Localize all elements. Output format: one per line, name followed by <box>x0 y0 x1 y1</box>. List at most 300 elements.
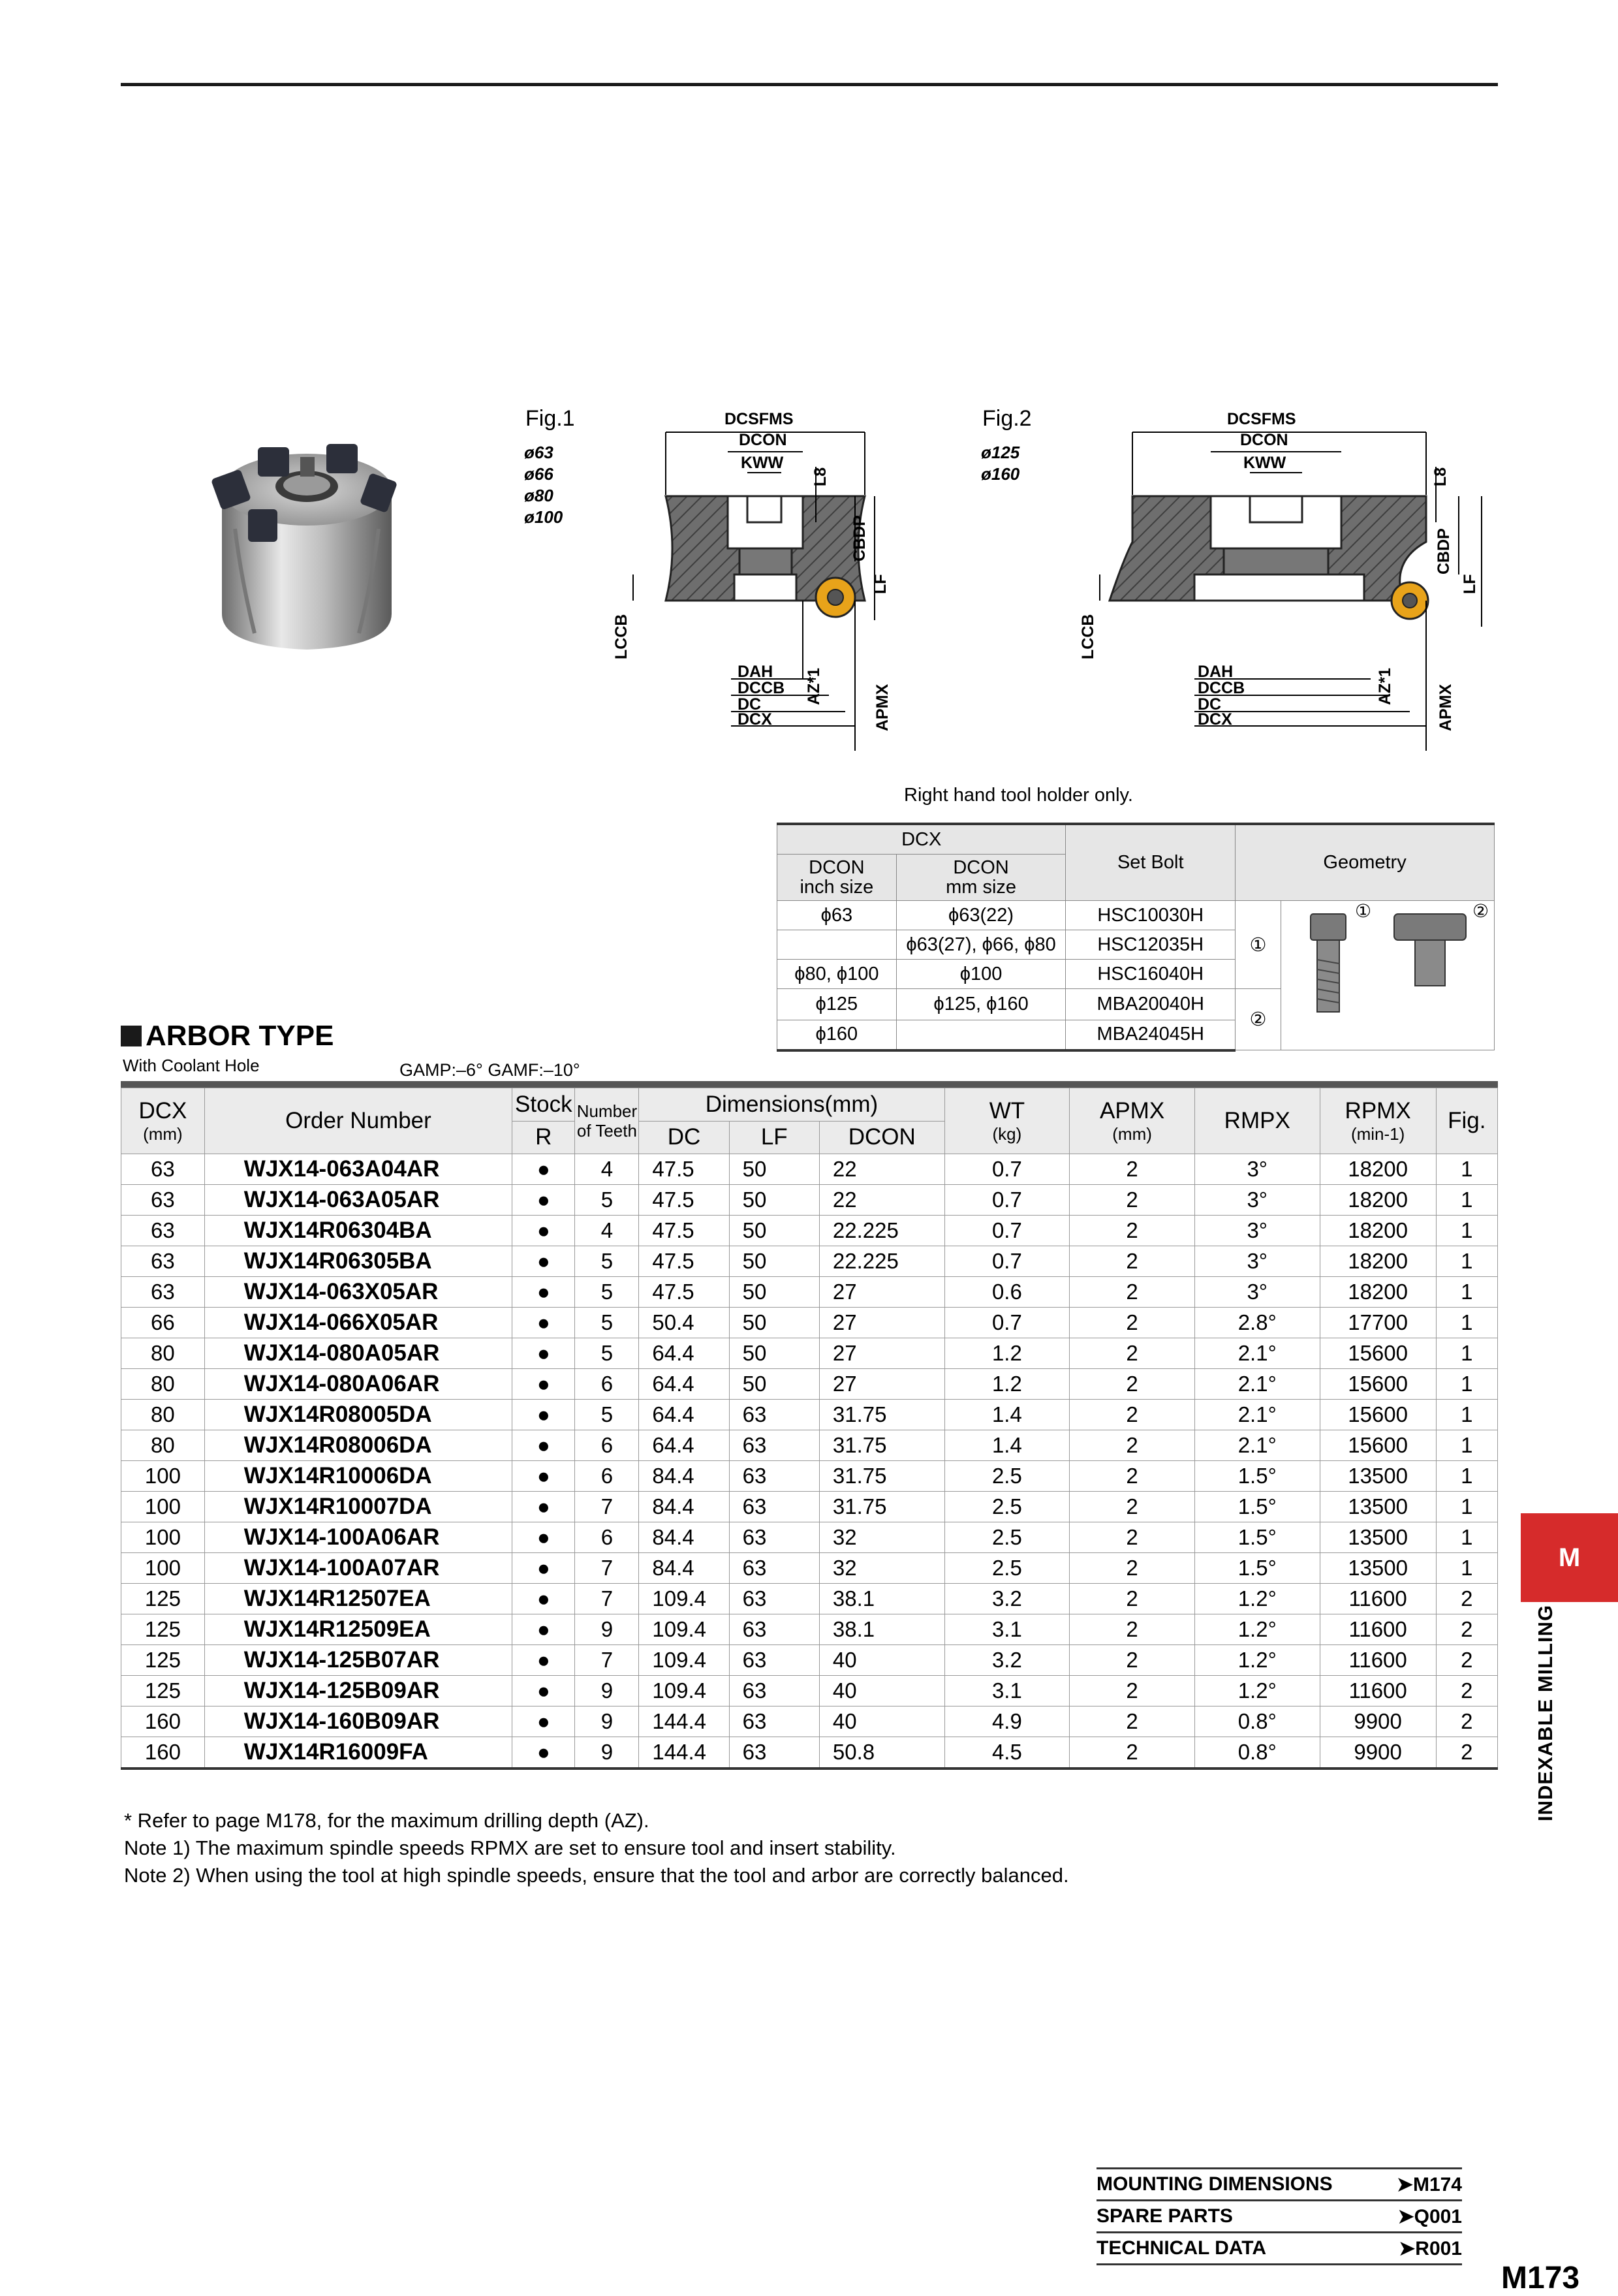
fig1-sizes: ø63 ø66 ø80 ø100 <box>524 443 563 527</box>
table-row <box>121 1430 1498 1461</box>
cell-wt: 2.5 <box>944 1461 1070 1492</box>
bolt-inch: ϕ63 <box>777 901 897 930</box>
cell-dcon: 22 <box>819 1185 944 1216</box>
cell-fig: 2 <box>1436 1645 1497 1676</box>
cell-teeth: 9 <box>575 1614 639 1645</box>
col-dcx: DCX (mm) <box>121 1088 205 1154</box>
cell-rmpx: 1.5° <box>1194 1461 1320 1492</box>
cell-dcon: 31.75 <box>819 1492 944 1522</box>
cell-dcon: 31.75 <box>819 1461 944 1492</box>
table-row <box>121 1737 1498 1769</box>
cell-teeth: 5 <box>575 1338 639 1369</box>
cell-rmpx: 3° <box>1194 1216 1320 1246</box>
fig2-sizes: ø125 ø160 <box>981 443 1020 484</box>
svg-text:LF: LF <box>871 574 890 594</box>
cell-order: WJX14-100A06AR <box>204 1522 512 1553</box>
cell-dc: 64.4 <box>639 1400 729 1430</box>
section-subtitle: With Coolant Hole <box>123 1056 260 1075</box>
cell-order: WJX14R08006DA <box>204 1430 512 1461</box>
cell-apmx: 2 <box>1070 1400 1195 1430</box>
fig1-drawing <box>600 405 966 770</box>
ref-row[interactable]: SPARE PARTS ➤Q001 <box>1097 2201 1462 2233</box>
cell-order: WJX14-160B09AR <box>204 1706 512 1737</box>
dcx-header: DCX <box>777 824 1066 855</box>
table-row <box>121 1676 1498 1706</box>
cell-rpmx: 9900 <box>1320 1706 1436 1737</box>
table-row <box>121 1492 1498 1522</box>
cell-dc: 47.5 <box>639 1246 729 1277</box>
cell-dc: 84.4 <box>639 1522 729 1553</box>
cell-dcon: 22.225 <box>819 1246 944 1277</box>
svg-text:DCCB: DCCB <box>738 679 785 697</box>
cell-rmpx: 3° <box>1194 1154 1320 1185</box>
cell-apmx: 2 <box>1070 1185 1195 1216</box>
bolt-inch: ϕ160 <box>777 1020 897 1050</box>
cell-dcon: 38.1 <box>819 1584 944 1614</box>
table-row <box>121 1185 1498 1216</box>
cell-rpmx: 15600 <box>1320 1338 1436 1369</box>
cell-order: WJX14-080A06AR <box>204 1369 512 1400</box>
cell-dcx: 125 <box>121 1676 205 1706</box>
cell-apmx: 2 <box>1070 1553 1195 1584</box>
cell-stock: ● <box>512 1308 575 1338</box>
section-tab-label: INDEXABLE MILLING <box>1534 1604 1557 1821</box>
cell-teeth: 5 <box>575 1185 639 1216</box>
table-row <box>121 1706 1498 1737</box>
cell-order: WJX14-063A05AR <box>204 1185 512 1216</box>
top-rule <box>121 83 1498 86</box>
cell-dcx: 63 <box>121 1154 205 1185</box>
svg-text:DCCB: DCCB <box>1198 679 1245 697</box>
cell-dcx: 160 <box>121 1706 205 1737</box>
table-row <box>121 1308 1498 1338</box>
cell-dcon: 40 <box>819 1676 944 1706</box>
set-bolt-icons <box>1283 901 1492 1045</box>
footnote: Note 2) When using the tool at high spindle speeds, ensure that the tool and arbor are correctly balanced. <box>124 1864 1069 1887</box>
bolt-inch <box>777 930 897 960</box>
cell-dcon: 27 <box>819 1277 944 1308</box>
cell-rpmx: 9900 <box>1320 1737 1436 1769</box>
col-apmx: APMX (mm) <box>1070 1088 1195 1154</box>
cell-teeth: 7 <box>575 1492 639 1522</box>
cell-rpmx: 18200 <box>1320 1154 1436 1185</box>
cell-teeth: 5 <box>575 1308 639 1338</box>
cell-rpmx: 18200 <box>1320 1185 1436 1216</box>
dcon-inch-header: DCON inch size <box>777 855 897 901</box>
cell-lf: 63 <box>729 1614 819 1645</box>
bolt-mm: ϕ125, ϕ160 <box>896 989 1066 1020</box>
cell-lf: 63 <box>729 1645 819 1676</box>
col-stock-r: R <box>512 1121 575 1154</box>
cell-order: WJX14R06305BA <box>204 1246 512 1277</box>
cell-apmx: 2 <box>1070 1584 1195 1614</box>
cell-fig: 1 <box>1436 1400 1497 1430</box>
cell-fig: 2 <box>1436 1614 1497 1645</box>
cell-teeth: 7 <box>575 1553 639 1584</box>
cell-lf: 50 <box>729 1185 819 1216</box>
cell-order: WJX14-063X05AR <box>204 1277 512 1308</box>
cell-lf: 50 <box>729 1338 819 1369</box>
cell-dc: 47.5 <box>639 1277 729 1308</box>
cell-fig: 1 <box>1436 1369 1497 1400</box>
cell-apmx: 2 <box>1070 1676 1195 1706</box>
cell-rmpx: 1.2° <box>1194 1584 1320 1614</box>
cell-stock: ● <box>512 1400 575 1430</box>
cell-rmpx: 1.5° <box>1194 1492 1320 1522</box>
svg-text:①: ① <box>1354 901 1372 922</box>
cell-fig: 1 <box>1436 1246 1497 1277</box>
col-stock: Stock <box>512 1088 575 1122</box>
cell-apmx: 2 <box>1070 1645 1195 1676</box>
svg-text:DC: DC <box>738 695 762 714</box>
cell-lf: 63 <box>729 1400 819 1430</box>
cell-dcx: 100 <box>121 1461 205 1492</box>
cell-teeth: 6 <box>575 1522 639 1553</box>
cell-stock: ● <box>512 1216 575 1246</box>
cell-dcx: 160 <box>121 1737 205 1769</box>
bolt-name: HSC12035H <box>1066 930 1236 960</box>
fig1-label: Fig.1 <box>525 406 575 431</box>
svg-text:DCON: DCON <box>1240 431 1288 449</box>
svg-text:LF: LF <box>1461 574 1479 594</box>
cell-apmx: 2 <box>1070 1338 1195 1369</box>
svg-text:APMX: APMX <box>873 684 892 731</box>
cell-rpmx: 18200 <box>1320 1246 1436 1277</box>
cell-fig: 1 <box>1436 1553 1497 1584</box>
cell-dcx: 100 <box>121 1522 205 1553</box>
product-photo <box>196 418 418 666</box>
cell-lf: 50 <box>729 1369 819 1400</box>
section-title: ARBOR TYPE <box>121 1020 334 1052</box>
cell-dcx: 63 <box>121 1277 205 1308</box>
cell-rmpx: 0.8° <box>1194 1706 1320 1737</box>
cell-dcx: 66 <box>121 1308 205 1338</box>
svg-text:②: ② <box>1472 901 1489 922</box>
dcon-mm-header: DCON mm size <box>896 855 1066 901</box>
cell-dc: 84.4 <box>639 1461 729 1492</box>
cell-lf: 63 <box>729 1553 819 1584</box>
cell-dc: 50.4 <box>639 1308 729 1338</box>
cell-apmx: 2 <box>1070 1216 1195 1246</box>
col-order-number: Order Number <box>204 1088 512 1154</box>
table-row <box>121 1216 1498 1246</box>
cell-order: WJX14-063A04AR <box>204 1154 512 1185</box>
cell-fig: 1 <box>1436 1430 1497 1461</box>
cell-dcx: 125 <box>121 1584 205 1614</box>
cell-lf: 63 <box>729 1676 819 1706</box>
svg-text:CBDP: CBDP <box>850 515 869 561</box>
cell-apmx: 2 <box>1070 1277 1195 1308</box>
cell-lf: 63 <box>729 1706 819 1737</box>
cell-fig: 1 <box>1436 1185 1497 1216</box>
cell-teeth: 5 <box>575 1246 639 1277</box>
cell-stock: ● <box>512 1522 575 1553</box>
cell-fig: 1 <box>1436 1461 1497 1492</box>
cell-dcx: 80 <box>121 1400 205 1430</box>
cell-stock: ● <box>512 1277 575 1308</box>
cell-rmpx: 2.1° <box>1194 1338 1320 1369</box>
cell-rpmx: 13500 <box>1320 1492 1436 1522</box>
cell-dc: 64.4 <box>639 1369 729 1400</box>
cell-stock: ● <box>512 1338 575 1369</box>
svg-text:DCSFMS: DCSFMS <box>1227 410 1296 428</box>
page-number: M173 <box>1501 2261 1580 2295</box>
cell-rmpx: 2.1° <box>1194 1400 1320 1430</box>
col-dimensions: Dimensions(mm) <box>639 1088 944 1122</box>
cell-teeth: 9 <box>575 1706 639 1737</box>
cell-rmpx: 1.2° <box>1194 1614 1320 1645</box>
bolt-inch: ϕ125 <box>777 989 897 1020</box>
cell-rmpx: 1.5° <box>1194 1553 1320 1584</box>
geometry-images <box>1281 901 1494 1050</box>
cell-order: WJX14R10006DA <box>204 1461 512 1492</box>
cell-stock: ● <box>512 1492 575 1522</box>
footnote: * Refer to page M178, for the maximum drilling depth (AZ). <box>124 1809 649 1832</box>
bolt-mm: ϕ100 <box>896 960 1066 989</box>
cell-fig: 2 <box>1436 1676 1497 1706</box>
col-rpmx: RPMX (min-1) <box>1320 1088 1436 1154</box>
cell-lf: 50 <box>729 1216 819 1246</box>
svg-text:DCX: DCX <box>738 710 772 729</box>
cell-wt: 3.1 <box>944 1614 1070 1645</box>
cell-rpmx: 18200 <box>1320 1277 1436 1308</box>
cell-teeth: 4 <box>575 1154 639 1185</box>
table-row <box>121 1645 1498 1676</box>
cell-fig: 1 <box>1436 1338 1497 1369</box>
cell-dcon: 50.8 <box>819 1737 944 1769</box>
col-rmpx: RMPX <box>1194 1088 1320 1154</box>
table-row <box>121 1246 1498 1277</box>
table-row <box>121 1461 1498 1492</box>
cell-lf: 50 <box>729 1246 819 1277</box>
cell-stock: ● <box>512 1614 575 1645</box>
cell-dcx: 100 <box>121 1492 205 1522</box>
cell-wt: 3.1 <box>944 1676 1070 1706</box>
ref-row[interactable]: TECHNICAL DATA ➤R001 <box>1097 2233 1462 2265</box>
cell-dc: 84.4 <box>639 1492 729 1522</box>
cell-rpmx: 15600 <box>1320 1400 1436 1430</box>
svg-text:APMX: APMX <box>1437 684 1455 731</box>
cell-fig: 1 <box>1436 1216 1497 1246</box>
cell-rpmx: 15600 <box>1320 1430 1436 1461</box>
cell-wt: 0.6 <box>944 1277 1070 1308</box>
cell-lf: 63 <box>729 1737 819 1769</box>
cell-apmx: 2 <box>1070 1706 1195 1737</box>
cell-wt: 0.7 <box>944 1185 1070 1216</box>
bolt-mm: ϕ63(27), ϕ66, ϕ80 <box>896 930 1066 960</box>
cell-dcon: 31.75 <box>819 1430 944 1461</box>
cell-rmpx: 0.8° <box>1194 1737 1320 1769</box>
square-bullet-icon <box>121 1026 142 1046</box>
set-bolt-header: Set Bolt <box>1066 824 1236 901</box>
cell-dc: 109.4 <box>639 1584 729 1614</box>
cell-fig: 2 <box>1436 1584 1497 1614</box>
cell-order: WJX14R10007DA <box>204 1492 512 1522</box>
table-row <box>121 1369 1498 1400</box>
cell-rmpx: 3° <box>1194 1246 1320 1277</box>
cell-rpmx: 13500 <box>1320 1553 1436 1584</box>
cell-dc: 109.4 <box>639 1676 729 1706</box>
cell-dc: 47.5 <box>639 1154 729 1185</box>
cell-rpmx: 18200 <box>1320 1216 1436 1246</box>
cell-apmx: 2 <box>1070 1737 1195 1769</box>
cell-rpmx: 11600 <box>1320 1614 1436 1645</box>
svg-text:AZ*1: AZ*1 <box>805 668 823 705</box>
cell-apmx: 2 <box>1070 1246 1195 1277</box>
cell-dc: 64.4 <box>639 1338 729 1369</box>
cell-dcx: 125 <box>121 1614 205 1645</box>
cell-rpmx: 11600 <box>1320 1676 1436 1706</box>
cell-apmx: 2 <box>1070 1461 1195 1492</box>
table-row <box>121 1522 1498 1553</box>
cell-dcon: 27 <box>819 1369 944 1400</box>
cell-wt: 3.2 <box>944 1645 1070 1676</box>
ref-row[interactable]: MOUNTING DIMENSIONS ➤M174 <box>1097 2167 1462 2201</box>
cell-stock: ● <box>512 1246 575 1277</box>
cell-rmpx: 2.8° <box>1194 1308 1320 1338</box>
footnotes <box>124 1807 1069 1889</box>
cell-teeth: 5 <box>575 1277 639 1308</box>
svg-text:DC: DC <box>1198 695 1222 714</box>
cell-dcx: 63 <box>121 1246 205 1277</box>
cell-fig: 1 <box>1436 1277 1497 1308</box>
bolt-mm: ϕ63(22) <box>896 901 1066 930</box>
cell-rmpx: 1.5° <box>1194 1522 1320 1553</box>
cell-dc: 64.4 <box>639 1430 729 1461</box>
cell-rmpx: 2.1° <box>1194 1430 1320 1461</box>
table-row <box>121 1277 1498 1308</box>
cell-dcon: 40 <box>819 1645 944 1676</box>
svg-text:LCCB: LCCB <box>612 614 630 659</box>
cell-stock: ● <box>512 1154 575 1185</box>
cell-lf: 50 <box>729 1308 819 1338</box>
right-hand-note: Right hand tool holder only. <box>904 785 1133 806</box>
reference-links <box>1097 2167 1462 2265</box>
bolt-name: MBA24045H <box>1066 1020 1236 1050</box>
table-top-rule <box>121 1081 1498 1088</box>
svg-text:KWW: KWW <box>1243 454 1286 472</box>
col-fig: Fig. <box>1436 1088 1497 1154</box>
cell-order: WJX14R12509EA <box>204 1614 512 1645</box>
cell-apmx: 2 <box>1070 1308 1195 1338</box>
cell-teeth: 9 <box>575 1737 639 1769</box>
col-dc: DC <box>639 1121 729 1154</box>
cell-dcon: 32 <box>819 1522 944 1553</box>
cell-apmx: 2 <box>1070 1154 1195 1185</box>
cell-teeth: 7 <box>575 1645 639 1676</box>
cell-stock: ● <box>512 1369 575 1400</box>
arbor-table <box>121 1088 1498 1770</box>
geometry-mark-1: ① <box>1236 901 1281 989</box>
cell-teeth: 7 <box>575 1584 639 1614</box>
cell-lf: 50 <box>729 1154 819 1185</box>
cell-dcon: 27 <box>819 1308 944 1338</box>
rake-angles: GAMP:–6° GAMF:–10° <box>399 1060 580 1080</box>
cell-stock: ● <box>512 1737 575 1769</box>
bolt-name: HSC16040H <box>1066 960 1236 989</box>
svg-text:L8: L8 <box>811 467 830 486</box>
table-row <box>121 1154 1498 1185</box>
cell-stock: ● <box>512 1461 575 1492</box>
cell-dcx: 125 <box>121 1645 205 1676</box>
svg-text:KWW: KWW <box>741 454 784 472</box>
svg-text:DCSFMS: DCSFMS <box>724 410 794 428</box>
cell-teeth: 6 <box>575 1430 639 1461</box>
cell-dc: 144.4 <box>639 1706 729 1737</box>
cell-teeth: 9 <box>575 1676 639 1706</box>
col-lf: LF <box>729 1121 819 1154</box>
bolt-name: MBA20040H <box>1066 989 1236 1020</box>
geometry-mark-2: ② <box>1236 989 1281 1050</box>
cell-dcx: 100 <box>121 1553 205 1584</box>
cell-stock: ● <box>512 1553 575 1584</box>
cell-wt: 0.7 <box>944 1216 1070 1246</box>
section-tab[interactable]: M <box>1521 1513 1618 1602</box>
cell-order: WJX14-125B07AR <box>204 1645 512 1676</box>
cell-dcx: 80 <box>121 1338 205 1369</box>
cell-dcon: 40 <box>819 1706 944 1737</box>
cell-dcon: 22 <box>819 1154 944 1185</box>
table-row <box>121 1584 1498 1614</box>
cell-stock: ● <box>512 1645 575 1676</box>
cell-dcon: 38.1 <box>819 1614 944 1645</box>
cell-order: WJX14R16009FA <box>204 1737 512 1769</box>
cell-dcx: 80 <box>121 1430 205 1461</box>
cell-rmpx: 3° <box>1194 1277 1320 1308</box>
cell-wt: 1.4 <box>944 1430 1070 1461</box>
cell-lf: 63 <box>729 1430 819 1461</box>
svg-text:DAH: DAH <box>738 663 773 681</box>
cell-apmx: 2 <box>1070 1614 1195 1645</box>
fig2-drawing <box>1064 405 1495 770</box>
cell-rmpx: 1.2° <box>1194 1645 1320 1676</box>
cell-fig: 2 <box>1436 1706 1497 1737</box>
cell-stock: ● <box>512 1706 575 1737</box>
cell-wt: 3.2 <box>944 1584 1070 1614</box>
cell-rpmx: 13500 <box>1320 1522 1436 1553</box>
bolt-mm <box>896 1020 1066 1050</box>
cell-order: WJX14-125B09AR <box>204 1676 512 1706</box>
cell-dc: 84.4 <box>639 1553 729 1584</box>
cell-dc: 47.5 <box>639 1216 729 1246</box>
cell-dcx: 80 <box>121 1369 205 1400</box>
col-teeth: Number of Teeth <box>575 1088 639 1154</box>
cell-wt: 0.7 <box>944 1246 1070 1277</box>
svg-text:L8: L8 <box>1431 467 1450 486</box>
cell-wt: 2.5 <box>944 1522 1070 1553</box>
cell-rpmx: 11600 <box>1320 1584 1436 1614</box>
cell-stock: ● <box>512 1185 575 1216</box>
table-row <box>121 1553 1498 1584</box>
cell-dcon: 31.75 <box>819 1400 944 1430</box>
cell-fig: 1 <box>1436 1522 1497 1553</box>
cell-order: WJX14-100A07AR <box>204 1553 512 1584</box>
cell-dc: 144.4 <box>639 1737 729 1769</box>
cell-teeth: 4 <box>575 1216 639 1246</box>
cell-teeth: 5 <box>575 1400 639 1430</box>
cell-dc: 47.5 <box>639 1185 729 1216</box>
cell-apmx: 2 <box>1070 1369 1195 1400</box>
footnote: Note 1) The maximum spindle speeds RPMX are set to ensure tool and insert stability. <box>124 1836 896 1859</box>
cell-fig: 1 <box>1436 1154 1497 1185</box>
cell-wt: 1.2 <box>944 1338 1070 1369</box>
cell-order: WJX14-080A05AR <box>204 1338 512 1369</box>
cell-fig: 1 <box>1436 1308 1497 1338</box>
col-dcon: DCON <box>819 1121 944 1154</box>
cell-apmx: 2 <box>1070 1430 1195 1461</box>
cell-dcon: 22.225 <box>819 1216 944 1246</box>
cell-fig: 2 <box>1436 1737 1497 1769</box>
